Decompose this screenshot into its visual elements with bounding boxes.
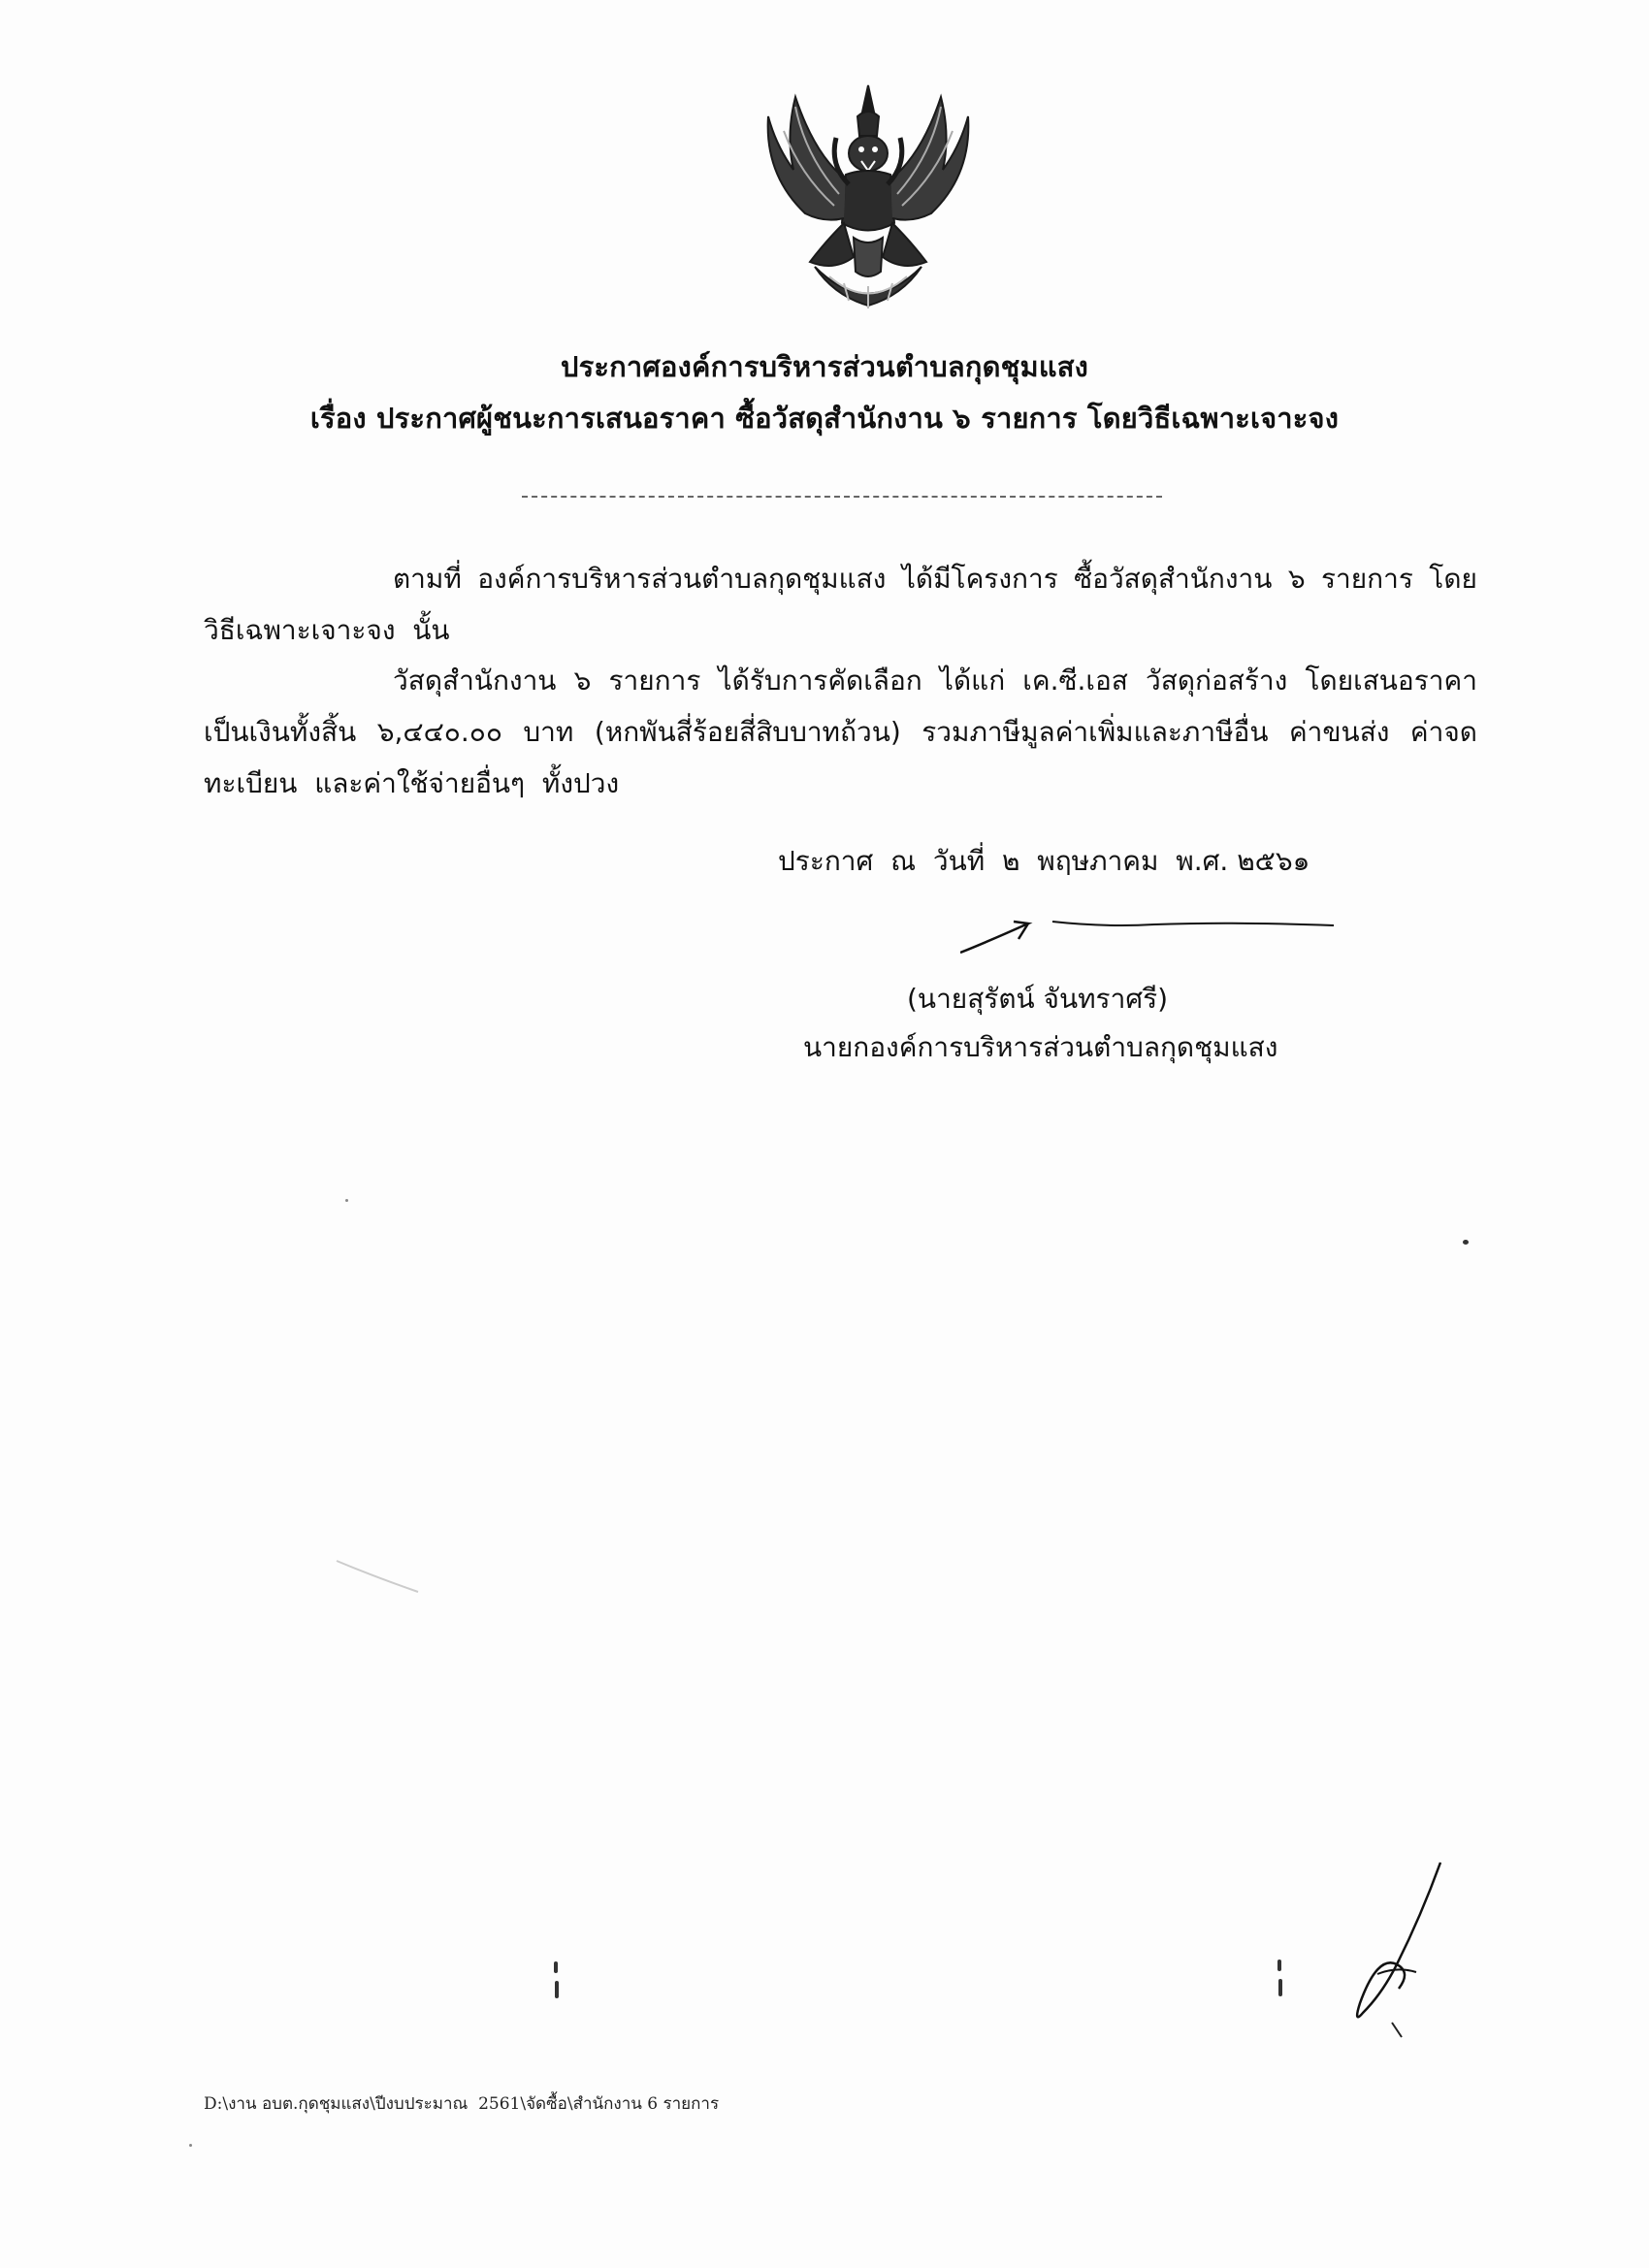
announcement-subject: เรื่อง ประกาศผู้ชนะการเสนอราคา ซื้อวัสดุสำนักงาน ๖ รายการ โดยวิธีเฉพาะเจาะจง: [309, 402, 1340, 435]
handwritten-signature: [960, 902, 1348, 970]
paragraph2-line3: ทะเบียน และค่าใช้จ่ายอื่นๆ ทั้งปวง: [204, 767, 620, 799]
handwritten-initial: [1339, 1858, 1455, 2042]
announcement-title: ประกาศองค์การบริหารส่วนตำบลกุดชุมแสง: [560, 350, 1088, 383]
scan-streak: [335, 1557, 422, 1596]
scan-speck: [345, 1199, 348, 1202]
pen-mark: [1277, 1960, 1281, 1971]
file-path-footer: D:\งาน อบต.กุดชุมแสง\ปีงบประมาณ 2561\จัดซื้อ\สำนักงาน 6 รายการ: [204, 2094, 720, 2114]
paragraph1-line1: ตามที่ องค์การบริหารส่วนตำบลกุดชุมแสง ได้มีโครงการ ซื้อวัสดุสำนักงาน ๖ รายการ โดย: [393, 563, 1477, 595]
separator-line: [522, 496, 1162, 498]
pen-mark: [555, 1981, 559, 1998]
paragraph1-line2: วิธีเฉพาะเจาะจง นั้น: [204, 614, 450, 646]
paragraph2-line2: เป็นเงินทั้งสิ้น ๖,๔๔๐.๐๐ บาท (หกพันสี่ร้อยสี่สิบบาทถ้วน) รวมภาษีมูลค่าเพิ่มและภาษีอื่น ค่าขนส่ง ค่าจด: [204, 716, 1477, 748]
signatory-title: นายกองค์การบริหารส่วนตำบลกุดชุมแสง: [803, 1031, 1278, 1063]
paragraph2-line1: วัสดุสำนักงาน ๖ รายการ ได้รับการคัดเลือก ได้แก่ เค.ซี.เอส วัสดุก่อสร้าง โดยเสนอราคา: [393, 664, 1477, 697]
pen-mark: [1278, 1979, 1282, 1996]
scan-speck: [1463, 1240, 1469, 1245]
pen-mark: [554, 1961, 558, 1973]
scan-speck: [189, 2144, 192, 2147]
announcement-date: ประกาศ ณ วันที่ ๒ พฤษภาคม พ.ศ. ๒๕๖๑: [778, 845, 1310, 877]
signatory-name: (นายสุรัตน์ จันทราศรี): [907, 983, 1169, 1015]
garuda-emblem-icon: [757, 78, 980, 320]
